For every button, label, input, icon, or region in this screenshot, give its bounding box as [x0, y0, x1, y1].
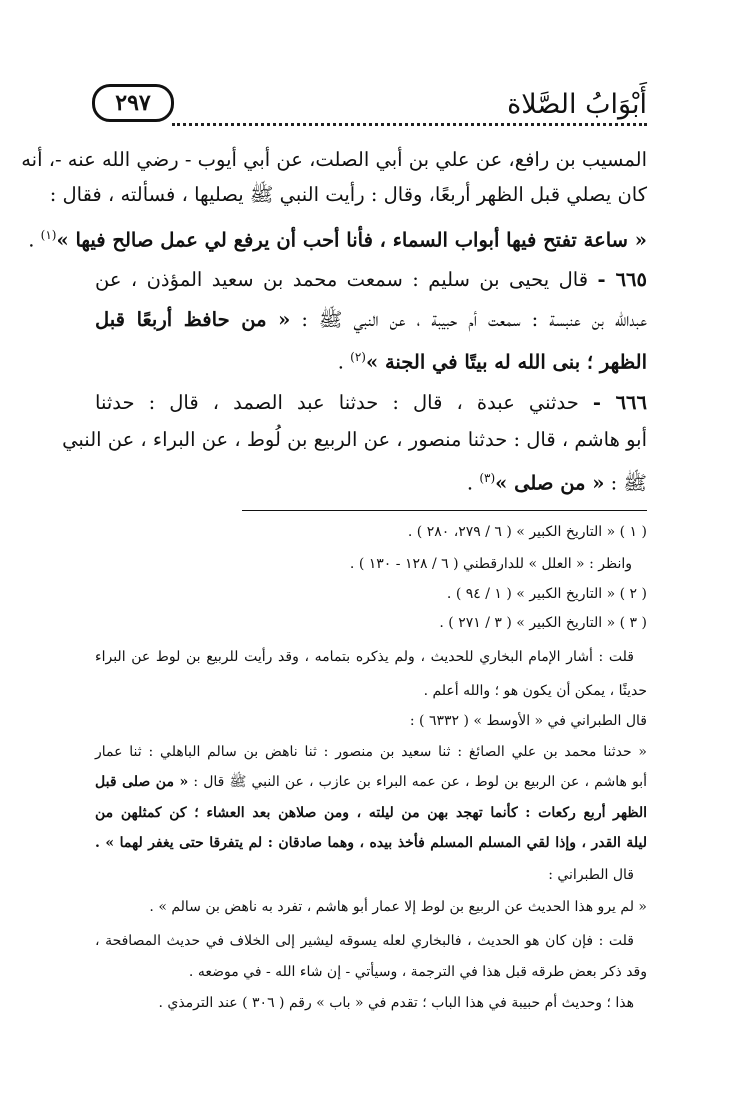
footnote-note: قلت : أشار الإمام البخاري للحديث ، ولم يذكره بتمامه ، وقد رأيت للربيع بن لوط عن البراء [95, 649, 634, 665]
text-line: المسيب بن رافع، عن علي بن أبي الصلت، عن أبي أيوب - رضي الله عنه -، أنه [21, 148, 647, 171]
footnote-note: « لم يرو هذا الحديث عن الربيع بن لوط إلا عمار أبو هاشم ، تفرد به ناهض بن سالم » . [149, 899, 647, 915]
footnote-ref: (٣) [479, 471, 496, 485]
footnote-note: حديثًا ، يمكن أن يكون هو ؛ والله أعلم . [423, 683, 647, 699]
text-line [95, 305, 647, 335]
footnote-ref: (٢) [350, 350, 366, 364]
footnote: ( ٣ ) « التاريخ الكبير » ( ٣ / ٢٧١ ) . [439, 615, 647, 631]
hadith-666-line [95, 388, 647, 418]
punctuation: . [28, 228, 41, 252]
footnote: ( ٢ ) « التاريخ الكبير » ( ١ / ٩٤ ) . [446, 586, 647, 602]
header-rule [172, 123, 647, 126]
hadith-quote: « ساعة تفتح فيها أبواب السماء ، فأنا أحب أن يرفع لي عمل صالح فيها » [56, 228, 647, 252]
text-line: كان يصلي قبل الظهر أربعًا، وقال : رأيت النبي ﷺ يصليها ، فسألته ، فقال : [49, 183, 647, 206]
footnote: ( ١ ) « التاريخ الكبير » ( ٦ / ٢٧٩، ٢٨٠ ) . [407, 524, 647, 540]
text-line [95, 463, 647, 493]
punctuation: . [466, 471, 480, 495]
hadith-number: ٦٦٦ - [592, 391, 647, 414]
running-title: أَبْوَابُ الصَّلاة [507, 89, 647, 120]
footnote-note [95, 771, 647, 793]
page-number: ٢٩٧ [92, 84, 174, 122]
text-segment: أبو هاشم ، عن الربيع بن لوط ، عن عمه البراء بن عازب ، عن النبي ﷺ قال : [188, 774, 648, 790]
footnote-note: وقد ذكر بعض طرقه قبل هذا في الترجمة ، وسيأتي - إن شاء الله - في موضعه . [188, 964, 647, 980]
footnote: وانظر : « العلل » للدارقطني ( ٦ / ١٢٨ - ١٣٠ ) . [349, 556, 632, 572]
footnote-ref: (١) [40, 228, 57, 242]
hadith-665-line [95, 265, 647, 295]
text-line [28, 220, 647, 252]
footnote-note: هذا ؛ وحديث أم حبيبة في هذا الباب ؛ تقدم في « باب » رقم ( ٣٠٦ ) عند الترمذي . [158, 995, 634, 1011]
footnote-note: قال الطبراني : [548, 867, 634, 883]
text-segment: ﷺ : [604, 471, 647, 495]
hadith-quote: ليلة القدر ، وإذا لقي المسلم المسلم فأخذ بيده ، وهما صادقان : لم يتفرقا حتى يغفر لهما » . [95, 835, 647, 851]
footnote-note: قلت : فإن كان هو الحديث ، فالبخاري لعله يسوقه ليشير إلى الخلاف في حديث المصافحة ، [95, 933, 634, 949]
footnote-note: قال الطبراني في « الأوسط » ( ٦٣٣٢ ) : [409, 713, 647, 729]
hadith-quote: الظهر ؛ بنى الله له بيتًا في الجنة » [365, 350, 647, 374]
text-segment: حدثني عبدة ، قال : حدثنا عبد الصمد ، قال : حدثنا [95, 391, 593, 414]
punctuation: . [337, 350, 351, 374]
page-header [92, 82, 647, 130]
footnote-divider [242, 510, 647, 511]
text-segment: عبدالله بن عنبسة : سمعت أم حبيبة ، عن النبي ﷺ : [290, 308, 648, 331]
hadith-quote: « من صلى » [495, 471, 605, 495]
hadith-number: ٦٦٥ - [597, 268, 647, 291]
text-line [95, 342, 647, 372]
hadith-quote: الظهر أربع ركعات : كأنما تهجد بهن من ليلته ، ومن صلاهن بعد العشاء ؛ كن كمثلهن من [95, 805, 647, 821]
text-line: أبو هاشم ، قال : حدثنا منصور ، عن الربيع بن لُوط ، عن البراء ، عن النبي [62, 428, 647, 451]
footnote-note: « حدثنا محمد بن علي الصائغ : ثنا سعيد بن منصور : ثنا ناهض بن سالم الباهلي : ثنا عمار [95, 744, 647, 760]
hadith-quote: « من حافظ أربعًا قبل [95, 308, 291, 331]
text-segment: قال يحيى بن سليم : سمعت محمد بن سعيد المؤذن ، عن [95, 268, 598, 291]
hadith-quote: « من صلى قبل [95, 774, 189, 790]
